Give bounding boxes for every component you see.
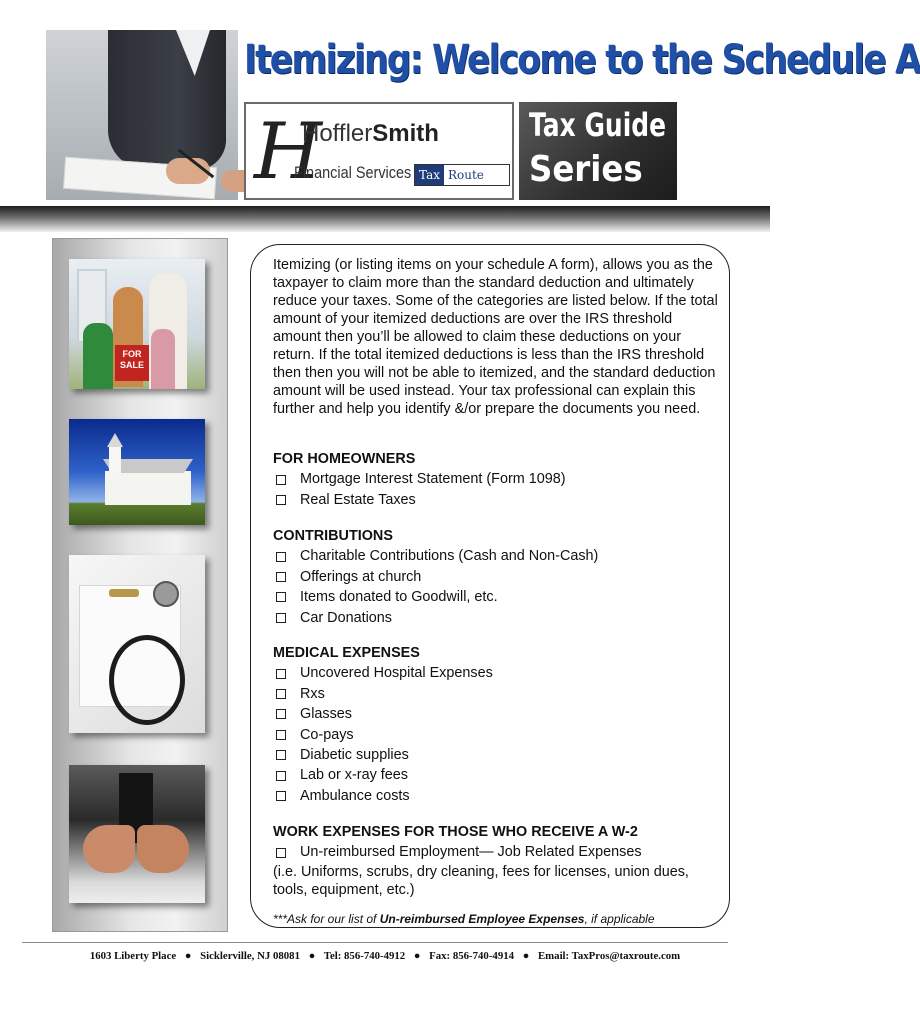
tax-guide-series-badge bbox=[519, 102, 677, 200]
taxroute-badge bbox=[414, 164, 510, 186]
checkbox-icon bbox=[276, 771, 286, 781]
footer-city: Sicklerville, NJ 08081 bbox=[200, 950, 300, 962]
footnote-suffix: , if applicable bbox=[584, 912, 655, 926]
checklist-item bbox=[273, 663, 723, 683]
checklist-item bbox=[273, 469, 723, 489]
footer-tel: Tel: 856-740-4912 bbox=[323, 950, 406, 962]
item-label: Offerings at church bbox=[300, 568, 422, 585]
checkbox-icon bbox=[276, 495, 286, 505]
checkbox-icon bbox=[276, 669, 286, 679]
checkbox-icon bbox=[276, 730, 286, 740]
logo-name-bold: Smith bbox=[372, 120, 439, 147]
work-expenses-note: (i.e. Uniforms, scrubs, dry cleaning, fees for licenses, union dues, tools, equipment, etc.) bbox=[273, 863, 689, 899]
series-line-1: Tax Guide bbox=[529, 106, 667, 144]
section-medical-expenses bbox=[273, 643, 723, 806]
item-label: Un-reimbursed Employment— Job Related Expenses bbox=[300, 844, 642, 861]
bullet-icon: ● bbox=[413, 950, 421, 962]
suit-shape bbox=[108, 30, 226, 170]
checklist-item bbox=[273, 490, 723, 510]
clasped-hands-photo bbox=[69, 765, 205, 903]
family-photo bbox=[69, 259, 205, 389]
checklist-item bbox=[273, 704, 723, 724]
item-label: Glasses bbox=[300, 706, 352, 723]
hand-shape bbox=[83, 825, 135, 873]
section-contributions bbox=[273, 526, 723, 628]
hand-shape bbox=[137, 825, 189, 873]
child-shape bbox=[151, 329, 175, 389]
header-gradient-bar bbox=[0, 206, 770, 232]
hofflersmith-logo bbox=[244, 102, 514, 200]
badge-route: Route bbox=[448, 168, 484, 182]
pen-icon bbox=[109, 589, 139, 597]
church-steeple-shape bbox=[109, 445, 121, 479]
footer-address: 1603 Liberty Place bbox=[89, 950, 177, 962]
checkbox-icon bbox=[276, 750, 286, 760]
checklist-item bbox=[273, 745, 723, 765]
checklist-item bbox=[273, 684, 723, 704]
item-label: Uncovered Hospital Expenses bbox=[300, 665, 493, 682]
item-label: Real Estate Taxes bbox=[300, 491, 416, 508]
logo-name-light: Hoffler bbox=[302, 120, 373, 147]
checklist-item bbox=[273, 765, 723, 785]
footer-fax: Fax: 856-740-4914 bbox=[429, 950, 515, 962]
section-homeowners bbox=[273, 449, 723, 510]
page-title: Itemizing: Welcome to the Schedule A bbox=[244, 37, 920, 83]
checklist-item bbox=[273, 786, 723, 806]
section-heading: MEDICAL EXPENSES bbox=[273, 645, 420, 661]
section-heading: CONTRIBUTIONS bbox=[273, 528, 393, 544]
checklist-item bbox=[273, 842, 723, 862]
checkbox-icon bbox=[276, 475, 286, 485]
series-line-2: Series bbox=[529, 149, 643, 190]
stethoscope-photo bbox=[69, 555, 205, 733]
logo-initial: H bbox=[254, 107, 323, 197]
checkbox-icon bbox=[276, 613, 286, 623]
child-shape bbox=[83, 323, 113, 389]
footer-divider bbox=[22, 942, 728, 943]
sidebar-photo-column bbox=[52, 238, 228, 932]
church-photo bbox=[69, 419, 205, 525]
item-label: Items donated to Goodwill, etc. bbox=[300, 589, 498, 606]
steeple-top-shape bbox=[107, 433, 123, 447]
bullet-icon: ● bbox=[308, 950, 316, 962]
bullet-icon: ● bbox=[184, 950, 192, 962]
stethoscope-tube-icon bbox=[109, 635, 185, 725]
section-heading: WORK EXPENSES FOR THOSE WHO RECEIVE A W-2 bbox=[273, 824, 638, 840]
item-label: Diabetic supplies bbox=[300, 747, 409, 764]
item-label: Ambulance costs bbox=[300, 787, 410, 804]
footnote-bold: Un-reimbursed Employee Expenses bbox=[379, 912, 585, 926]
checkbox-icon bbox=[276, 552, 286, 562]
checklist-item bbox=[273, 546, 723, 566]
footer-email[interactable]: Email: TaxPros@taxroute.com bbox=[537, 950, 681, 962]
item-label: Co-pays bbox=[300, 726, 354, 743]
footnote-prefix: ***Ask for our list of bbox=[273, 912, 380, 926]
checkbox-icon bbox=[276, 572, 286, 582]
checklist-item bbox=[273, 567, 723, 587]
bullet-icon: ● bbox=[522, 950, 530, 962]
logo-company-name bbox=[302, 120, 439, 148]
footer-contact bbox=[0, 947, 770, 965]
checkbox-icon bbox=[276, 709, 286, 719]
logo-subtitle: Financial Services bbox=[294, 163, 412, 182]
section-work-expenses bbox=[273, 822, 723, 900]
section-heading: FOR HOMEOWNERS bbox=[273, 451, 416, 467]
badge-tax: Tax bbox=[415, 165, 444, 185]
footnote bbox=[273, 912, 655, 926]
stethoscope-chest-piece-icon bbox=[153, 581, 179, 607]
checkbox-icon bbox=[276, 791, 286, 801]
checklist-item bbox=[273, 587, 723, 607]
item-label: Charitable Contributions (Cash and Non-Cash) bbox=[300, 548, 599, 565]
checkbox-icon bbox=[276, 592, 286, 602]
item-label: Lab or x-ray fees bbox=[300, 767, 408, 784]
checklist-item bbox=[273, 608, 723, 628]
item-label: Mortgage Interest Statement (Form 1098) bbox=[300, 471, 566, 488]
item-label: Car Donations bbox=[300, 609, 392, 626]
checkbox-icon bbox=[276, 848, 286, 858]
checkbox-icon bbox=[276, 689, 286, 699]
intro-paragraph: Itemizing (or listing items on your schedule A form), allows you as the taxpayer to claim more than the standard deduction and ultimately reduce your taxes. Some of the categories are listed below. If the total amount of your itemized deductions are over the IRS threshold amount then you’ll be allowed to claim these deductions on your return. If the total itemized deductions is less than the IRS threshold then then you will not be able to itemized, and the standard deduction amount will be used instead. Your tax professional can explain this further and help you identify &/or prepare the documents you need. bbox=[273, 257, 718, 417]
checklist-item bbox=[273, 725, 723, 745]
for-sale-sign: FOR SALE bbox=[115, 345, 149, 381]
item-label: Rxs bbox=[300, 685, 325, 702]
header-photo-person-writing bbox=[46, 30, 238, 200]
